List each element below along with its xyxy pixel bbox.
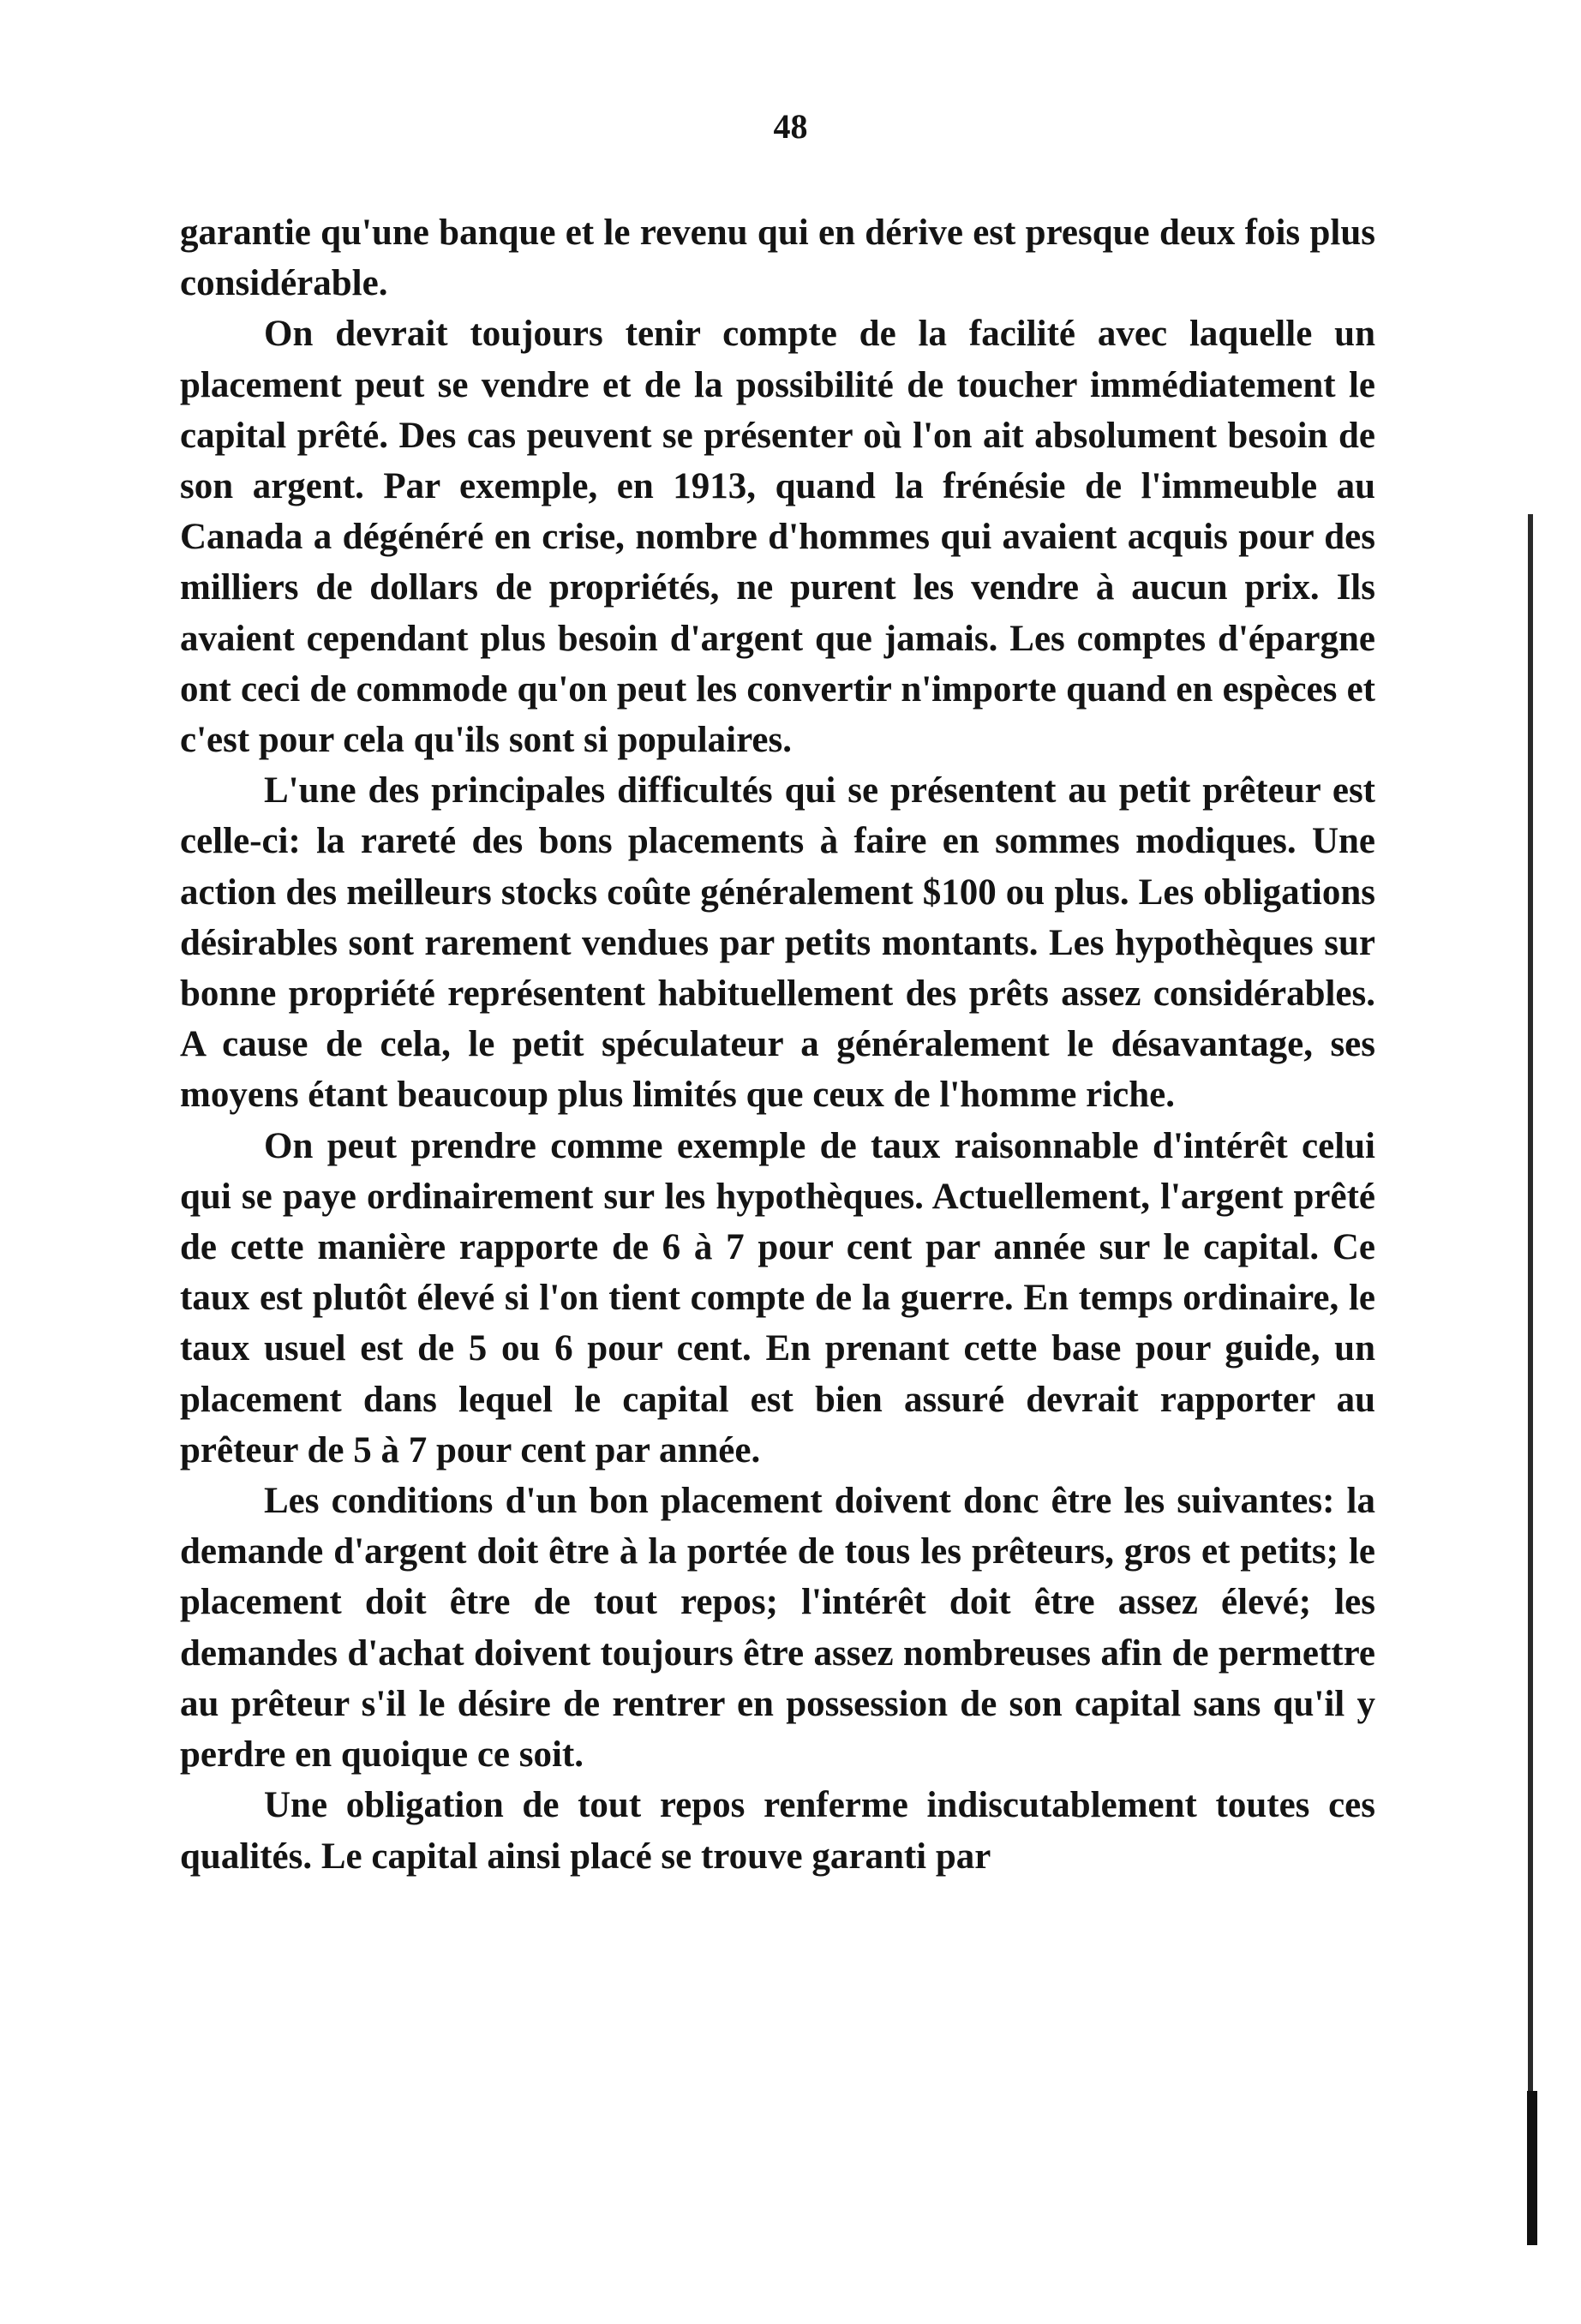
- paragraph-liquidity: On devrait toujours tenir compte de la facilité avec laquelle un placement peut se vendre et de la possibilité de toucher immédiatement le capital prêté. Des cas peuvent se présenter où l'on ait absolument besoin de son argent. Par exemple, en 1913, quand la frénésie de l'immeuble au Canada a dégénéré en crise, nombre d'hommes qui avaient acquis pour des milliers de dollars de propriétés, ne purent les vendre à aucun prix. Ils avaient cependant plus besoin d'argent que jamais. Les comptes d'épargne ont ceci de commode qu'on peut les convertir n'importe quand en espèces et c'est pour cela qu'ils sont si populaires.: [180, 314, 1375, 761]
- paragraph-conditions: Les conditions d'un bon placement doivent donc être les suivantes: la demande d'argent doit être à la portée de tous les prêteurs, gros et petits; le placement doit être de tout repos; l'intérêt doit être assez élevé; les demandes d'achat doivent toujours être assez nombreuses afin de permettre au prêteur s'il le désire de rentrer en possession de son capital sans qu'il y perdre en quoique ce soit.: [180, 1481, 1375, 1776]
- text-body: [180, 207, 1375, 1882]
- paragraph-small-lender: L'une des principales difficultés qui se présentent au petit prêteur est celle-ci: la rareté des bons placements à faire en sommes modiques. Une action des meilleurs stocks coûte généralement $100 ou plus. Les obligations désirables sont rarement vendues par petits montants. Les hypothèques sur bonne propriété représentent habituellement des prêts assez considérables. A cause de cela, le petit spéculateur a généralement le désavantage, ses moyens étant beaucoup plus limités que ceux de l'homme riche.: [180, 770, 1375, 1116]
- page-edge-mark: [1527, 2091, 1537, 2245]
- page-number: 48: [773, 107, 808, 146]
- paragraph-continuation: garantie qu'une banque et le revenu qui en dérive est presque deux fois plus considérable.: [180, 213, 1375, 304]
- paragraph-interest-rate: On peut prendre comme exemple de taux raisonnable d'intérêt celui qui se paye ordinairement sur les hypothèques. Actuellement, l'argent prêté de cette manière rapporte de 6 à 7 pour cent par année sur le capital. Ce taux est plutôt élevé si l'on tient compte de la guerre. En temps ordinaire, le taux usuel est de 5 ou 6 pour cent. En prenant cette base pour guide, un placement dans lequel le capital est bien assuré devrait rapporter au prêteur de 5 à 7 pour cent par année.: [180, 1125, 1375, 1470]
- page-edge-line: [1528, 514, 1533, 2237]
- paragraph-obligation: Une obligation de tout repos renferme indiscutablement toutes ces qualités. Le capital ainsi placé se trouve garanti par: [180, 1785, 1375, 1877]
